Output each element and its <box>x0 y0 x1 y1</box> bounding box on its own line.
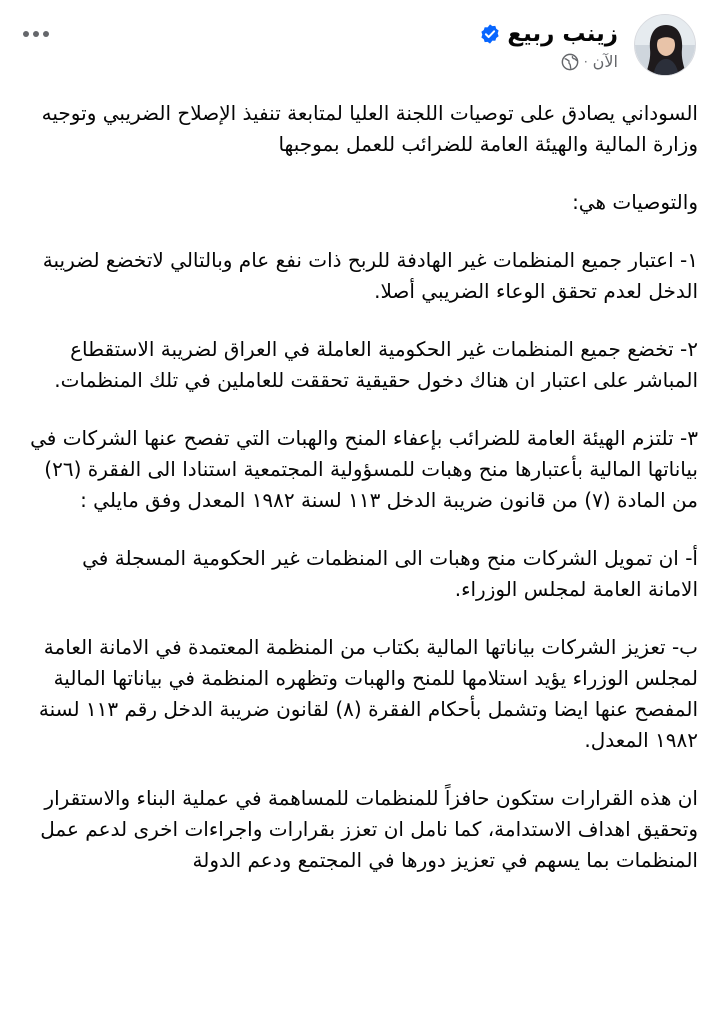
post-paragraph: ٢- تخضع جميع المنظمات غير الحكومية العاملة في العراق لضريبة الاستقطاع المباشر على اعتبار ان هناك دخول حقيقية تحققت للعاملين في تلك المنظمات. <box>54 337 698 392</box>
meta-separator: · <box>583 55 588 69</box>
post-headline: السوداني يصادق على توصيات اللجنة العليا لمتابعة تنفيذ الإصلاح الضريبي وتوجيه وزارة المالية والهيئة العامة للضرائب للعمل بموجبها <box>41 101 698 156</box>
post-meta <box>479 52 618 72</box>
more-dot <box>33 31 39 37</box>
verified-badge-icon <box>479 23 501 45</box>
author-block <box>479 20 618 72</box>
post-body <box>26 98 698 876</box>
post-timestamp[interactable]: الآن <box>592 52 618 71</box>
more-dot <box>23 31 29 37</box>
post-paragraph: أ- ان تمويل الشركات منح وهبات الى المنظمات غير الحكومية المسجلة في الامانة العامة لمجلس الوزراء. <box>82 546 698 601</box>
post-paragraph: والتوصيات هي: <box>572 190 698 214</box>
author-row <box>479 20 618 48</box>
post-paragraph: ان هذه القرارات ستكون حافزاً للمنظمات للمساهمة في عملية البناء والاستقرار وتحقيق اهداف الاستدامة، كما نامل ان تعزز بقرارات واجراءات اخرى لدعم عمل المنظمات بما يسهم في تعزيز دورها في المجتمع ودعم الدولة <box>40 786 698 872</box>
more-options-icon[interactable] <box>16 22 56 46</box>
post-paragraph: ١- اعتبار جميع المنظمات غير الهادفة للربح ذات نفع عام وبالتالي لاتخضع لضريبة الدخل لعدم تحقق الوعاء الضريبي أصلا. <box>42 248 698 303</box>
globe-icon[interactable] <box>561 53 579 71</box>
more-dot <box>43 31 49 37</box>
post-header <box>0 14 716 82</box>
avatar[interactable] <box>634 14 696 76</box>
avatar-image <box>635 15 696 76</box>
author-name[interactable]: زينب ربيع <box>507 21 618 47</box>
post-paragraph: ب- تعزيز الشركات بياناتها المالية بكتاب من المنظمة المعتمدة في الامانة العامة لمجلس الوزراء يؤيد استلامها للمنح والهبات وتظهره المنظمة في بياناتها المالية المفصح عنها ايضا وتشمل بأحكام الفقرة (٨) لقانون ضريبة الدخل رقم ١١٣ لسنة ١٩٨٢ المعدل. <box>38 635 698 752</box>
post-paragraph: ٣- تلتزم الهيئة العامة للضرائب بإعفاء المنح والهبات التي تفصح عنها الشركات في بياناتها المالية بأعتبارها منح وهبات للمسؤولية المجتمعية استنادا الى الفقرة (٢٦) من المادة (٧) من قانون ضريبة الدخل ١١٣ لسنة ١٩٨٢ المعدل وفق مايلي : <box>30 426 698 512</box>
